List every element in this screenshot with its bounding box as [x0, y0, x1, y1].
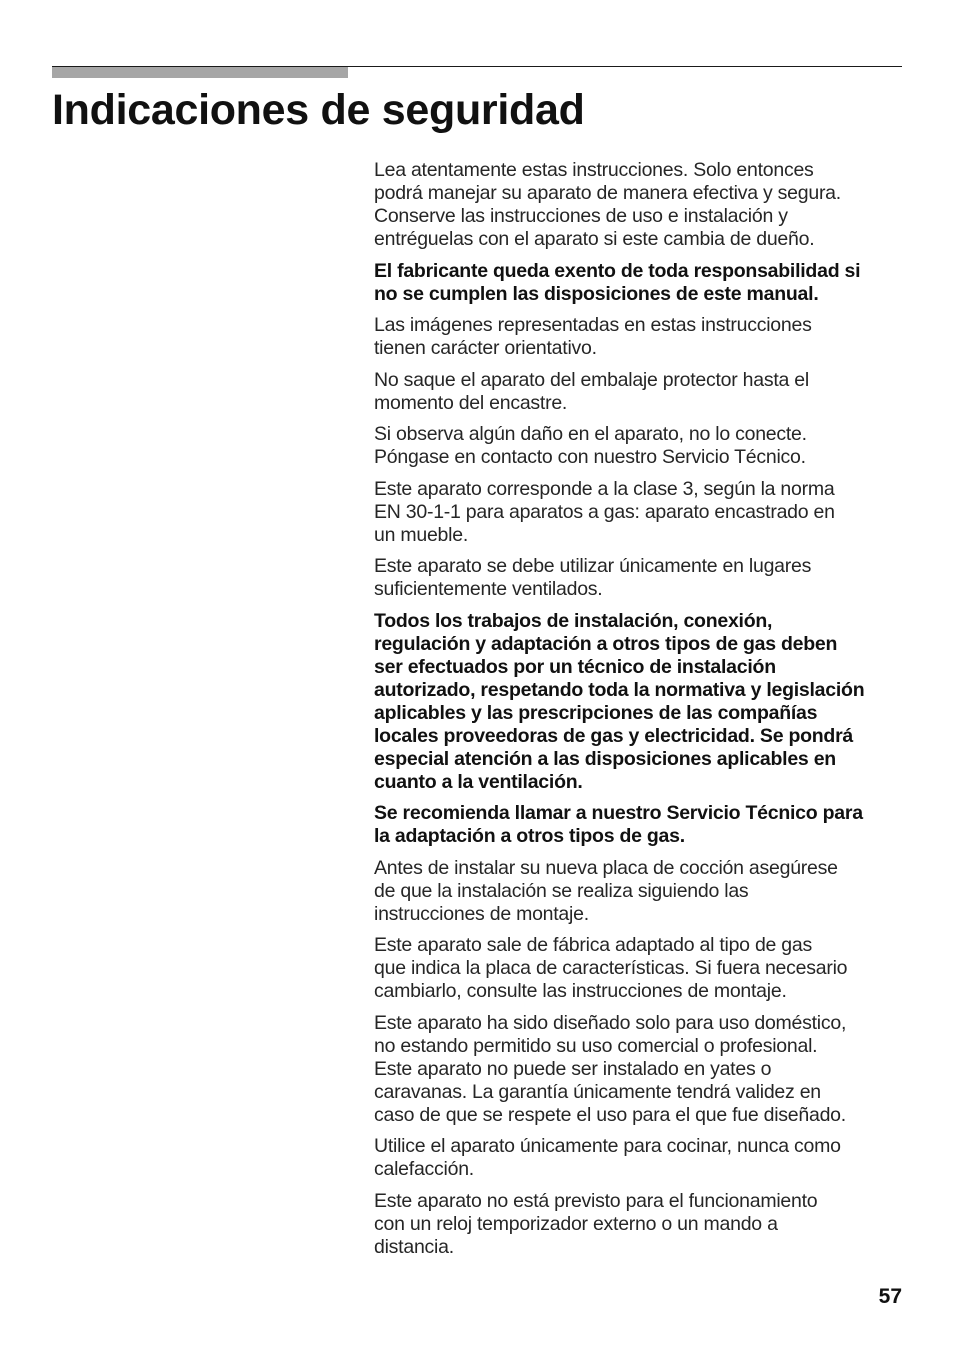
paragraph-line: Este aparato se debe utilizar únicamente en lugares	[374, 555, 812, 577]
paragraph-line: cuanto a la ventilación.	[374, 770, 583, 793]
paragraph-line: no estando permitido su uso comercial o profesional.	[374, 1034, 818, 1057]
paragraph-line: regulación y adaptación a otros tipos de gas deben	[374, 632, 838, 655]
paragraph	[374, 159, 914, 251]
page-title: Indicaciones de seguridad	[52, 86, 585, 134]
paragraph-line: especial atención a las disposiciones aplicables en	[374, 747, 836, 770]
paragraph-line: Si observa algún daño en el aparato, no lo conecte.	[374, 423, 807, 445]
paragraph	[374, 369, 914, 415]
paragraph-line: instrucciones de montaje.	[374, 902, 589, 925]
section-marker-bar	[52, 67, 348, 78]
page-number: 57	[878, 1285, 902, 1308]
paragraph	[374, 478, 914, 547]
paragraph-line: locales proveedoras de gas y electricidad. Se pondrá	[374, 724, 854, 747]
paragraph-line: Este aparato sale de fábrica adaptado al tipo de gas	[374, 934, 812, 956]
paragraph	[374, 314, 914, 360]
bold-paragraph	[374, 610, 914, 794]
paragraph-line: Conserve las instrucciones de uso e instalación y	[374, 205, 788, 227]
paragraph-line: Este aparato ha sido diseñado solo para uso doméstico,	[374, 1011, 847, 1034]
paragraph-line: Lea atentamente estas instrucciones. Solo entonces	[374, 159, 814, 181]
paragraph-line: de que la instalación se realiza siguiendo las	[374, 879, 749, 902]
paragraph-line: No saque el aparato del embalaje protector hasta el	[374, 368, 809, 391]
paragraph-line: autorizado, respetando toda la normativa y legislación	[374, 678, 865, 701]
paragraph-line: El fabricante queda exento de toda responsabilidad si	[374, 259, 861, 282]
paragraph-line: distancia.	[374, 1235, 454, 1258]
paragraph-line: tienen carácter orientativo.	[374, 337, 597, 359]
paragraph-line: Utilice el aparato únicamente para cocinar, nunca como	[374, 1135, 841, 1157]
paragraph-line: entréguelas con el aparato si este cambia de dueño.	[374, 228, 815, 250]
paragraph-line: Se recomienda llamar a nuestro Servicio Técnico para	[374, 802, 863, 824]
paragraph-line: Este aparato no puede ser instalado en yates o	[374, 1057, 772, 1080]
paragraph-line: podrá manejar su aparato de manera efectiva y segura.	[374, 182, 841, 204]
paragraph-line: Este aparato no está previsto para el funcionamiento	[374, 1189, 818, 1212]
paragraph-line: que indica la placa de características. Si fuera necesario	[374, 957, 848, 979]
bold-paragraph	[374, 802, 914, 848]
paragraph	[374, 423, 914, 469]
paragraph-line: ser efectuados por un técnico de instalación	[374, 655, 776, 678]
paragraph	[374, 857, 914, 926]
paragraph-line: la adaptación a otros tipos de gas.	[374, 825, 685, 847]
bold-paragraph	[374, 260, 914, 306]
paragraph-line: no se cumplen las disposiciones de este manual.	[374, 282, 819, 305]
paragraph	[374, 934, 914, 1003]
paragraph-line: momento del encastre.	[374, 391, 568, 414]
paragraph-line: EN 30-1-1 para aparatos a gas: aparato encastrado en	[374, 500, 835, 523]
paragraph	[374, 1135, 914, 1181]
paragraph-line: con un reloj temporizador externo o un mando a	[374, 1212, 778, 1235]
paragraph-line: Antes de instalar su nueva placa de cocción asegúrese	[374, 856, 838, 879]
paragraph-line: Póngase en contacto con nuestro Servicio Técnico.	[374, 446, 806, 468]
paragraph-line: caso de que se respete el uso para el que fue diseñado.	[374, 1103, 846, 1126]
paragraph	[374, 555, 914, 601]
paragraph	[374, 1190, 914, 1259]
paragraph-line: Todos los trabajos de instalación, conexión,	[374, 609, 773, 632]
paragraph-line: Este aparato corresponde a la clase 3, según la norma	[374, 477, 835, 500]
paragraph-line: suficientemente ventilados.	[374, 578, 603, 600]
paragraph-line: calefacción.	[374, 1158, 474, 1180]
paragraph-line: Las imágenes representadas en estas instrucciones	[374, 314, 812, 336]
paragraph-line: un mueble.	[374, 523, 468, 546]
paragraph-line: caravanas. La garantía únicamente tendrá validez en	[374, 1080, 821, 1103]
body-text-column	[374, 159, 914, 1267]
paragraph	[374, 1012, 914, 1127]
paragraph-line: cambiarlo, consulte las instrucciones de montaje.	[374, 980, 787, 1002]
paragraph-line: aplicables y las prescripciones de las compañías	[374, 701, 818, 724]
